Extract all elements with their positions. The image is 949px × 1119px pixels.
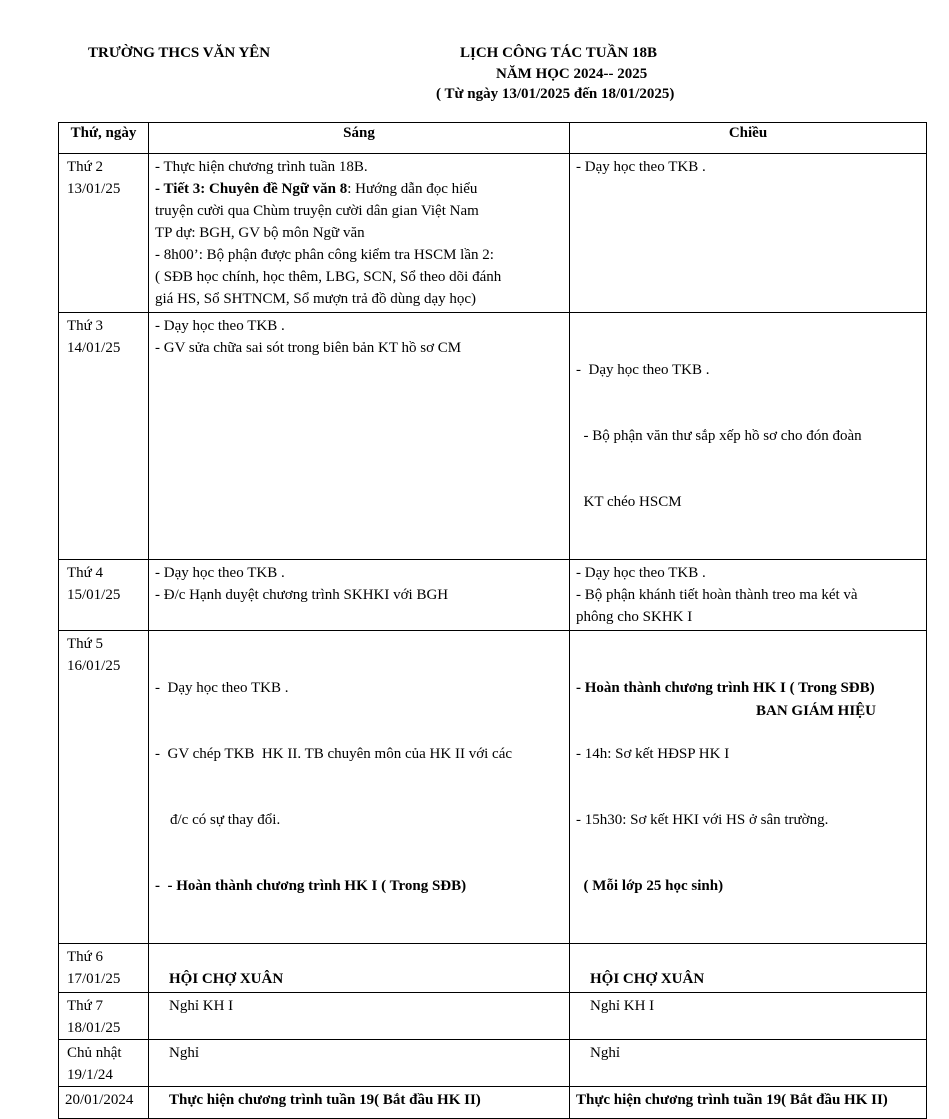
- morning-line: - 8h00’: Bộ phận được phân công kiểm tra HSCM lần 2:: [155, 247, 494, 263]
- day-cell: [59, 313, 149, 560]
- signature-label: BAN GIÁM HIỆU: [756, 703, 877, 719]
- afternoon-cell: [570, 313, 927, 560]
- table-row: [59, 154, 927, 313]
- day-label: Thứ 2: [67, 159, 104, 175]
- school-year: NĂM HỌC 2024-- 2025: [496, 66, 648, 82]
- document-title: LỊCH CÔNG TÁC TUẦN 18B: [460, 45, 657, 61]
- day-label: Chủ nhật: [67, 1045, 122, 1061]
- day-label: 20/01/2024: [65, 1092, 134, 1108]
- afternoon-line: - 14h: Sơ kết HĐSP HK I: [576, 746, 730, 762]
- afternoon-cell: [570, 993, 927, 1040]
- date-label: 15/01/25: [67, 587, 121, 603]
- afternoon-line: - Dạy học theo TKB .: [576, 159, 706, 175]
- afternoon-cell: [570, 631, 927, 944]
- morning-cell: [149, 154, 570, 313]
- table-row: [59, 560, 927, 631]
- afternoon-cell: [570, 1040, 927, 1087]
- afternoon-line-bold: Thực hiện chương trình tuần 19( Bắt đầu HK II): [576, 1092, 888, 1108]
- date-label: 18/01/25: [67, 1020, 121, 1036]
- date-label: 14/01/25: [67, 340, 121, 356]
- table-row: [59, 313, 927, 560]
- morning-line: TP dự: BGH, GV bộ môn Ngữ văn: [155, 225, 365, 241]
- morning-line: - Dạy học theo TKB .: [155, 565, 285, 581]
- afternoon-line: - Dạy học theo TKB .: [576, 565, 706, 581]
- afternoon-line: - Dạy học theo TKB .: [576, 362, 710, 378]
- morning-line: đ/c có sự thay đổi.: [155, 812, 281, 828]
- afternoon-cell: [570, 944, 927, 993]
- morning-line: truyện cười qua Chùm truyện cười dân gian Việt Nam: [155, 203, 479, 219]
- morning-cell: [149, 631, 570, 944]
- header-day: Thứ, ngày: [59, 123, 149, 154]
- table-row: [59, 631, 927, 944]
- morning-line: Nghỉ KH I: [169, 998, 234, 1014]
- day-cell: [59, 1087, 149, 1119]
- afternoon-cell: [570, 154, 927, 313]
- day-label: Thứ 5: [67, 636, 104, 652]
- day-label: Thứ 7: [67, 998, 104, 1014]
- day-label: Thứ 4: [67, 565, 104, 581]
- morning-line-bold: - Tiết 3: Chuyên đề Ngữ văn 8: Hướng dẫn đọc hiểu: [155, 181, 478, 197]
- afternoon-line: Nghỉ KH I: [590, 998, 655, 1014]
- morning-line-bold: HỘI CHỢ XUÂN: [169, 971, 284, 987]
- morning-line: - Dạy học theo TKB .: [155, 680, 289, 696]
- morning-cell: [149, 560, 570, 631]
- afternoon-line: - 15h30: Sơ kết HKI với HS ở sân trường.: [576, 812, 829, 828]
- date-label: 13/01/25: [67, 181, 121, 197]
- afternoon-line-bold: ( Mỗi lớp 25 học sinh): [576, 878, 724, 894]
- day-cell: [59, 1040, 149, 1087]
- morning-cell: [149, 944, 570, 993]
- table-row: [59, 944, 927, 993]
- afternoon-line: phông cho SKHK I: [576, 609, 693, 625]
- afternoon-line: Nghỉ: [590, 1045, 620, 1061]
- table-row: [59, 1040, 927, 1087]
- afternoon-line-bold: HỘI CHỢ XUÂN: [590, 971, 705, 987]
- date-label: 17/01/25: [67, 971, 121, 987]
- afternoon-line-bold: - Hoàn thành chương trình HK I ( Trong SĐB): [576, 680, 875, 696]
- morning-line-bold: Thực hiện chương trình tuần 19( Bắt đầu HK II): [169, 1092, 481, 1108]
- morning-cell: [149, 993, 570, 1040]
- table-header-row: [59, 123, 927, 154]
- day-cell: [59, 993, 149, 1040]
- morning-line: Nghỉ: [169, 1045, 199, 1061]
- morning-line: - GV chép TKB HK II. TB chuyên môn của HK II với các: [155, 746, 513, 762]
- morning-cell: [149, 313, 570, 560]
- header-morning: Sáng: [149, 123, 570, 154]
- morning-line: - Dạy học theo TKB .: [155, 318, 285, 334]
- header-afternoon: Chiều: [570, 123, 927, 154]
- morning-line: ( SĐB học chính, học thêm, LBG, SCN, Sổ theo dõi đánh: [155, 269, 502, 285]
- afternoon-cell: [570, 1087, 927, 1119]
- day-label: Thứ 3: [67, 318, 104, 334]
- morning-line: - Đ/c Hạnh duyệt chương trình SKHKI với BGH: [155, 587, 449, 603]
- date-label: 19/1/24: [67, 1067, 113, 1083]
- morning-line: - Thực hiện chương trình tuần 18B.: [155, 159, 368, 175]
- table-row: [59, 993, 927, 1040]
- morning-cell: [149, 1087, 570, 1119]
- afternoon-cell: [570, 560, 927, 631]
- afternoon-line: - Bộ phận khánh tiết hoàn thành treo ma két và: [576, 587, 858, 603]
- school-name: TRƯỜNG THCS VĂN YÊN: [88, 45, 271, 61]
- morning-line: - GV sửa chữa sai sót trong biên bản KT hồ sơ CM: [155, 340, 462, 356]
- day-cell: [59, 631, 149, 944]
- day-label: Thứ 6: [67, 949, 104, 965]
- afternoon-line: KT chéo HSCM: [576, 494, 682, 510]
- table-row: [59, 1087, 927, 1119]
- day-cell: [59, 154, 149, 313]
- morning-line-bold: - - Hoàn thành chương trình HK I ( Trong SĐB): [155, 878, 467, 894]
- date-label: 16/01/25: [67, 658, 121, 674]
- day-cell: [59, 560, 149, 631]
- afternoon-line: - Bộ phận văn thư sắp xếp hồ sơ cho đón đoàn: [576, 428, 862, 444]
- date-range: ( Từ ngày 13/01/2025 đến 18/01/2025): [436, 86, 675, 102]
- morning-line: giá HS, Sổ SHTNCM, Sổ mượn trả đồ dùng dạy học): [155, 291, 477, 307]
- day-cell: [59, 944, 149, 993]
- morning-cell: [149, 1040, 570, 1087]
